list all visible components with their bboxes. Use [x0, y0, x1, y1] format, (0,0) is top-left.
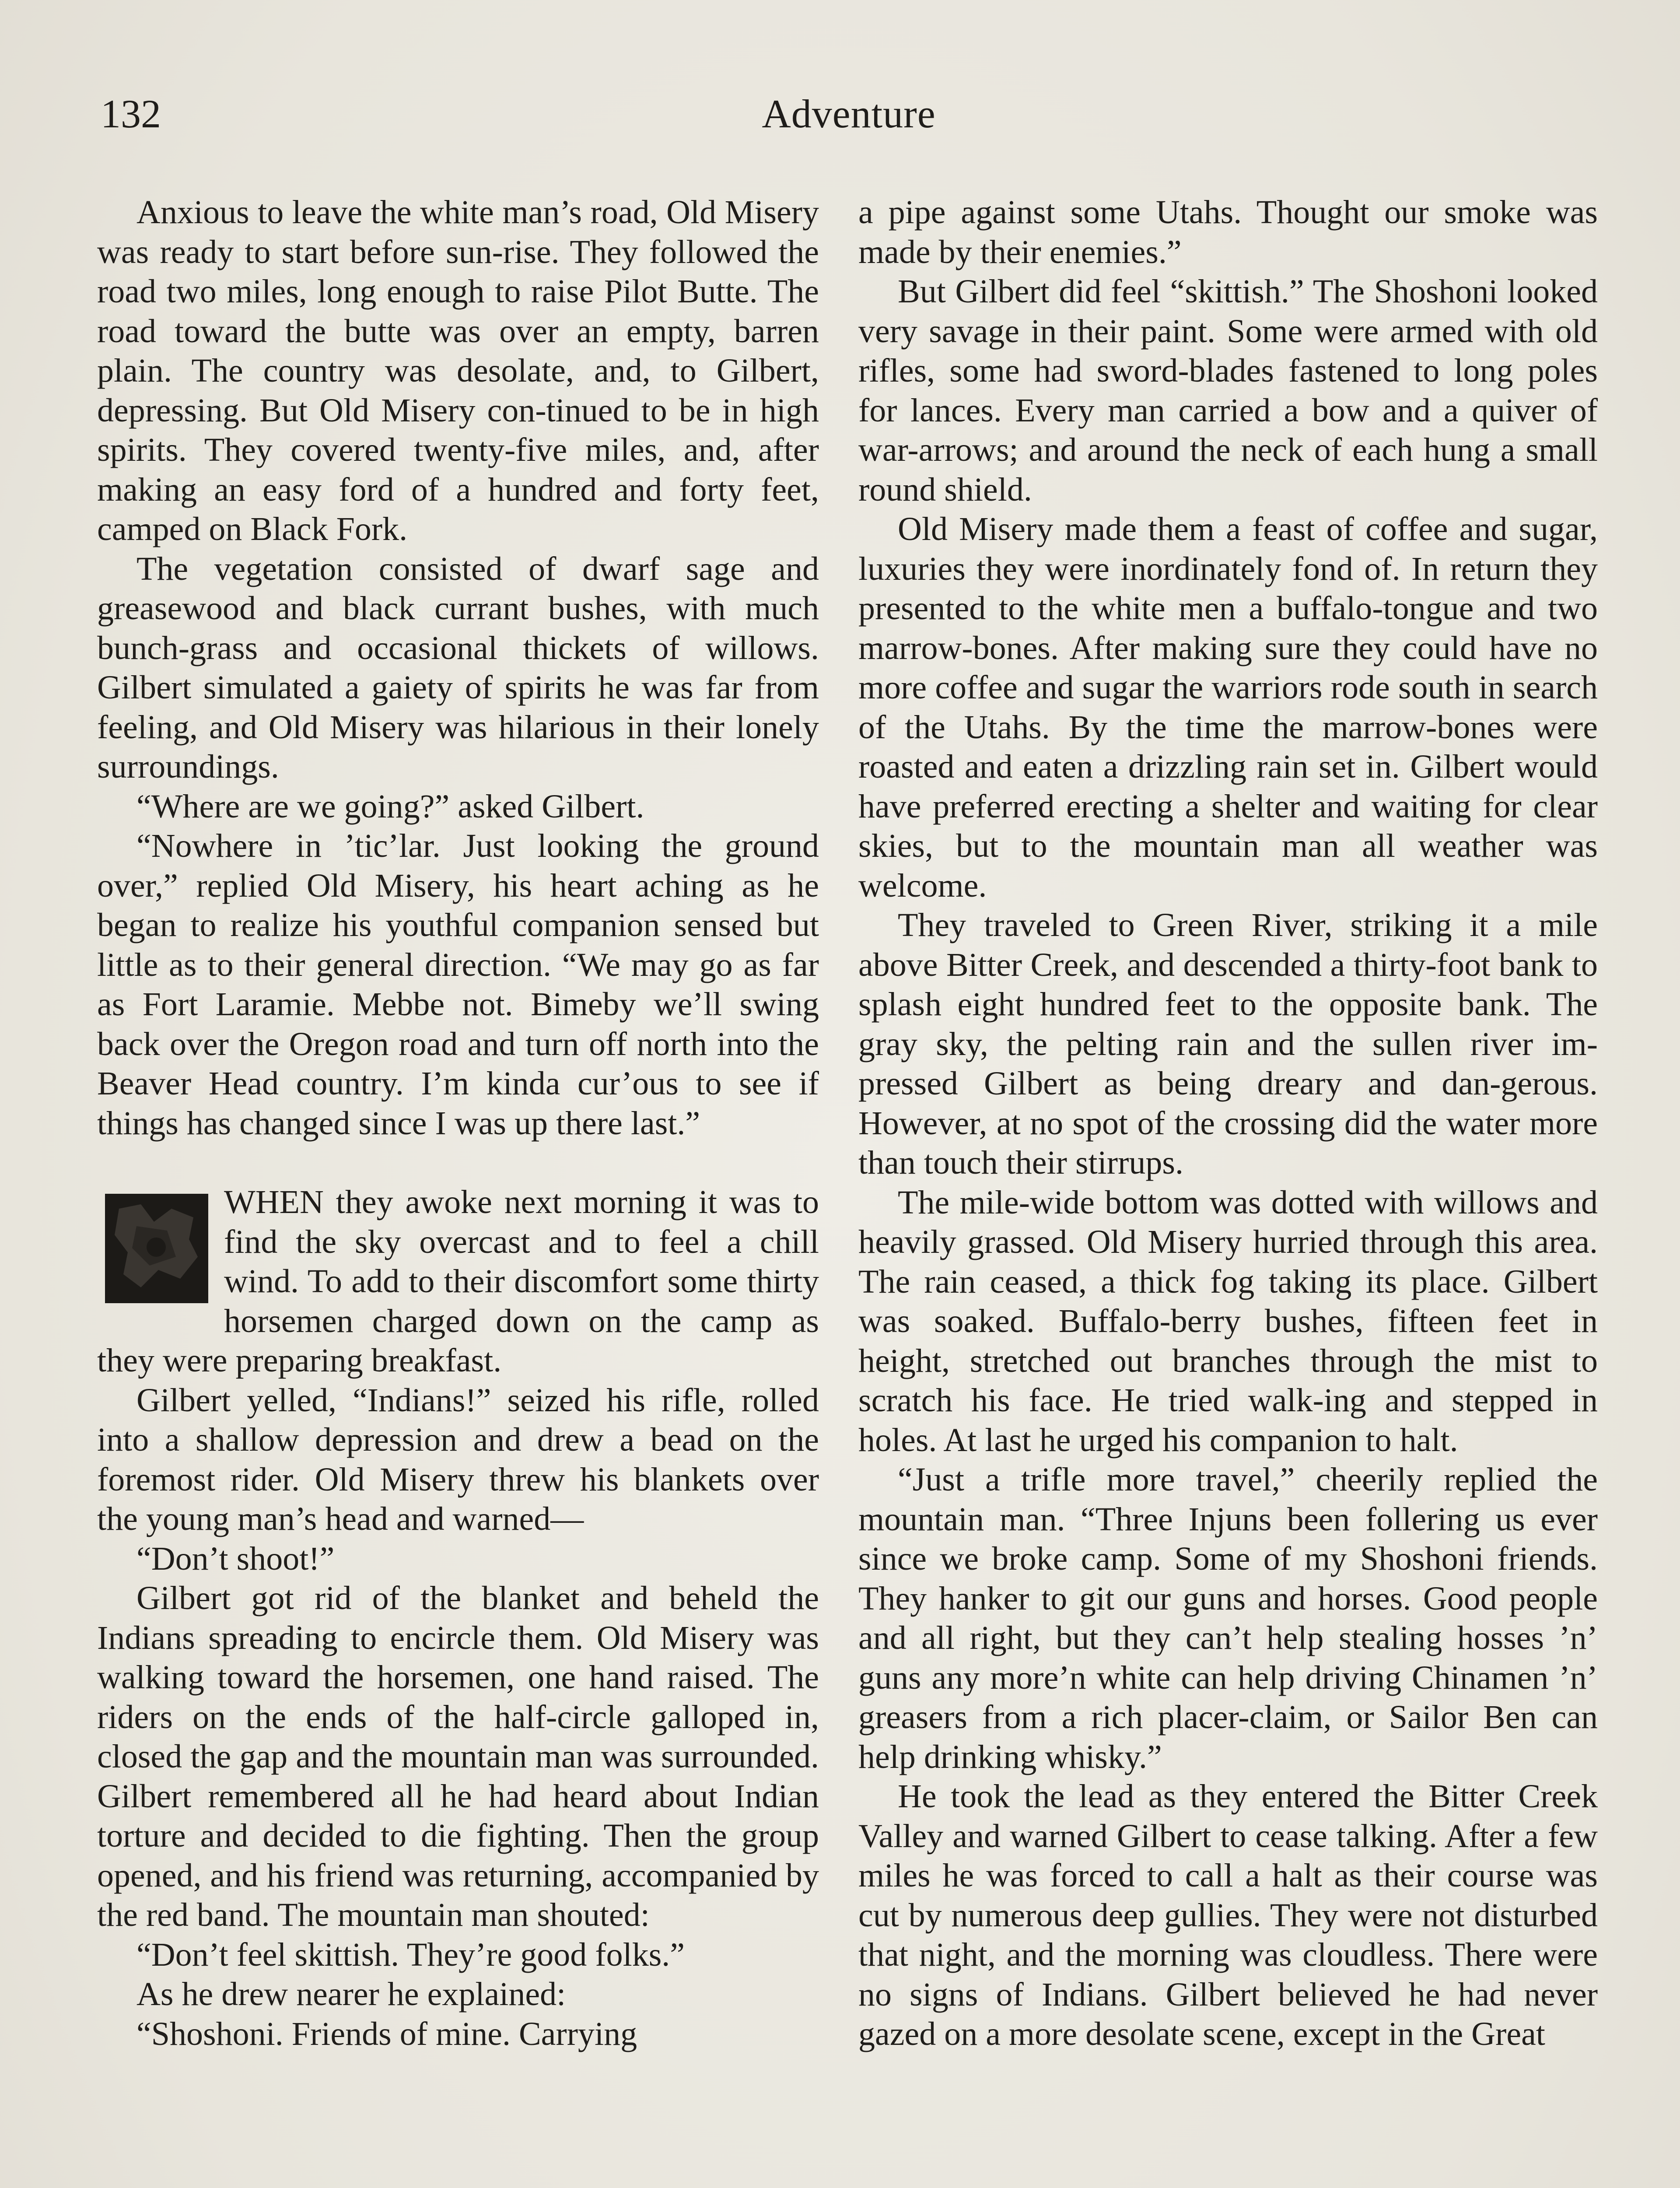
section-break [97, 1143, 819, 1182]
left-column [97, 193, 819, 2054]
continued-paragraph: a pipe against some Utahs. Thought our smoke was made by their enemies.” [858, 194, 1598, 270]
paragraph: Gilbert yelled, “Indians!” seized his rifle, rolled into a shallow depression and drew a bead on the foremost rider. Old Misery threw his blankets over the young man’s head and warned— [97, 1382, 819, 1537]
paragraph: Gilbert got rid of the blanket and beheld the Indians spreading to encircle them. Old Misery was walking toward the horsemen, one hand raised. The riders on the ends of the half-circle galloped in, closed the gap and the mountain man was surrounded. Gilbert remembered all he had heard about Indian torture and decided to die fighting. Then the group opened, and his friend was returning, accompanied by the red band. The mountain man shouted: [97, 1580, 819, 1933]
paragraph: He took the lead as they entered the Bitter Creek Valley and warned Gilbert to cease talking. After a few miles he was forced to call a halt as their course was cut by numerous deep gullies. They were not disturbed that night, and the morning was cloudless. There were no signs of Indians. Gilbert believed he had never gazed on a more desolate scene, except in the Great [858, 1778, 1598, 2052]
paragraph: The vegetation consisted of dwarf sage and greasewood and black currant bushes, with much bunch-grass and occasional thickets of willows. Gilbert simulated a gaiety of spirits he was far from feeling, and Old Misery was hilarious in their lonely surroundings. [97, 550, 819, 785]
paragraph: Old Misery made them a feast of coffee and sugar, luxuries they were inordinately fond of. In return they presented to the white men a buffalo-tongue and two marrow-bones. After making sure they could have no more coffee and sugar the warriors rode south in search of the Utahs. By the time the marrow-bones were roasted and eaten a drizzling rain set in. Gilbert would have preferred erecting a shelter and waiting for clear skies, but to the mountain man all weather was welcome. [858, 511, 1598, 904]
ornamental-initial-icon [102, 1191, 211, 1305]
page-number: 132 [101, 91, 161, 136]
paragraph: “Where are we going?” asked Gilbert. [136, 788, 644, 825]
paragraph: “Nowhere in ’tic’lar. Just looking the ground over,” replied Old Misery, his heart aching as he began to realize his youthful companion sensed but little as to their general direction. “We may go as far as Fort Laramie. Mebbe not. Bimeby we’ll swing back over the Oregon road and turn off north into the Beaver Head country. I’m kinda cur’ous to see if things has changed since I was up there last.” [97, 828, 819, 1142]
paragraph: “Shoshoni. Friends of mine. Carrying [136, 2015, 637, 2052]
paragraph: “Just a trifle more travel,” cheerily replied the mountain man. “Three Injuns been follering us ever since we broke camp. Some of my Shoshoni friends. They hanker to git our guns and horses. Good people and all right, but they can’t help stealing hosses ’n’ guns any more’n white can help driving Chinamen ’n’ greasers from a rich placer-claim, or Sailor Ben can help drinking whisky.” [858, 1461, 1598, 1775]
paragraph: Anxious to leave the white man’s road, Old Misery was ready to start before sun-rise. They followed the road two miles, long enough to raise Pilot Butte. The road toward the butte was over an empty, barren plain. The country was desolate, and, to Gilbert, depressing. But Old Misery con-tinued to be in high spirits. They covered twenty-five miles, and, after making an easy ford of a hundred and forty feet, camped on Black Fork. [97, 194, 819, 547]
paragraph: The mile-wide bottom was dotted with willows and heavily grassed. Old Misery hurried through this area. The rain ceased, a thick fog taking its place. Gilbert was soaked. Buffalo-berry bushes, fifteen feet in height, stretched out branches through the mist to scratch his face. He tried walk-ing and stepped in holes. At last he urged his companion to halt. [858, 1184, 1598, 1459]
paragraph: “Don’t shoot!” [136, 1540, 335, 1577]
section-opening-paragraph: WHEN they awoke next morning it was to find the sky overcast and to feel a chill wind. To add to their discomfort some thirty horsemen charged down on the camp as they were preparing breakfast. [97, 1184, 819, 1379]
paragraph: But Gilbert did feel “skittish.” The Shoshoni looked very savage in their paint. Some were armed with old rifles, some had sword-blades fastened to long poles for lances. Every man carried a bow and a quiver of war-arrows; and around the neck of each hung a small round shield. [858, 273, 1598, 508]
magazine-title: Adventure [762, 91, 936, 136]
paragraph: “Don’t feel skittish. They’re good folks.” [136, 1936, 685, 1973]
right-column [858, 193, 1598, 2054]
running-head [101, 88, 1597, 140]
paragraph: They traveled to Green River, striking it a mile above Bitter Creek, and descended a thirty-foot bank to splash eight hundred feet to the opposite bank. The gray sky, the pelting rain and the sullen river im-pressed Gilbert as being dreary and dan-gerous. However, at no spot of the crossing did the water more than touch their stirrups. [858, 907, 1598, 1181]
paragraph: As he drew nearer he explained: [136, 1976, 566, 2013]
